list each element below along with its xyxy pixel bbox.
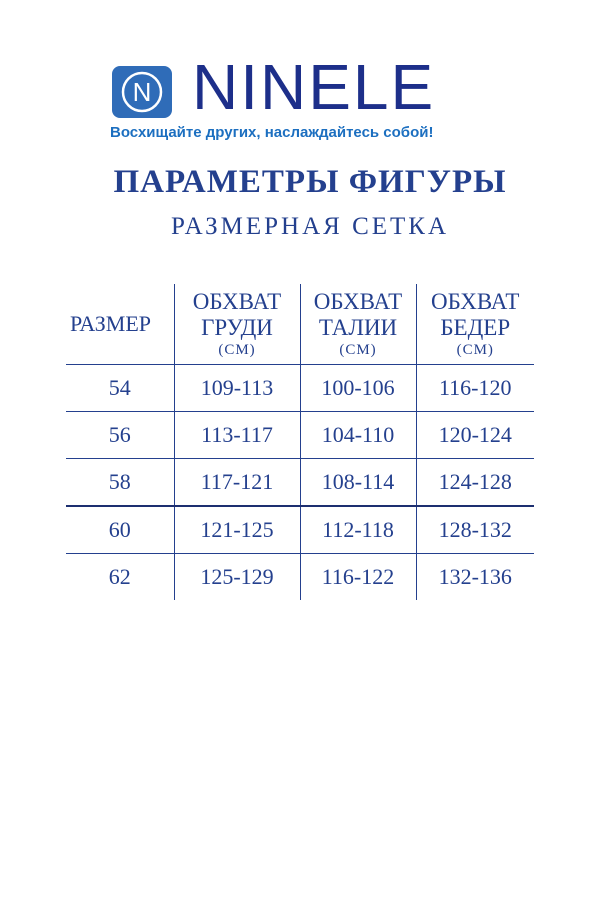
table-row (66, 554, 534, 601)
header-hip-unit: (СМ) (456, 342, 494, 358)
cell-hip: 116-120 (416, 365, 534, 412)
cell-bust: 125-129 (174, 554, 300, 601)
brand-name: NINELE (192, 51, 436, 123)
cell-bust: 113-117 (174, 412, 300, 459)
header-bust (174, 284, 300, 365)
size-chart-table (66, 284, 534, 600)
cell-hip: 132-136 (416, 554, 534, 601)
header-size: РАЗМЕР (70, 311, 152, 336)
table-row (66, 506, 534, 554)
header-hip-line2: БЕДЕР (440, 315, 511, 340)
page-title: ПАРАМЕТРЫ ФИГУРЫ (113, 164, 507, 200)
page-subtitle: РАЗМЕРНАЯ СЕТКА (170, 213, 450, 240)
header-hip-line1: ОБХВАТ (431, 289, 520, 314)
cell-size: 58 (108, 469, 131, 494)
header-hip (416, 284, 534, 365)
header-waist-unit: (СМ) (339, 342, 377, 358)
brand-logo (110, 51, 510, 148)
brand-mark-icon (112, 66, 172, 118)
cell-waist: 112-118 (300, 506, 416, 554)
cell-waist: 116-122 (300, 554, 416, 601)
header-bust-line1: ОБХВАТ (192, 289, 282, 314)
cell-waist: 100-106 (300, 365, 416, 412)
table-row (66, 459, 534, 507)
header-bust-line2: ГРУДИ (201, 315, 273, 340)
table-header-row (66, 284, 534, 365)
cell-waist: 104-110 (300, 412, 416, 459)
cell-size: 56 (108, 422, 131, 447)
table-row (66, 412, 534, 459)
cell-size: 62 (108, 564, 131, 589)
cell-hip: 124-128 (416, 459, 534, 507)
cell-bust: 121-125 (174, 506, 300, 554)
cell-size: 54 (108, 375, 131, 400)
brand-mark-letter: N (132, 77, 152, 107)
brand-tagline: Восхищайте других, наслаждайтесь собой! (110, 124, 434, 141)
cell-hip: 128-132 (416, 506, 534, 554)
cell-waist: 108-114 (300, 459, 416, 507)
cell-size: 60 (108, 517, 131, 542)
table-row (66, 365, 534, 412)
header-bust-unit: (СМ) (218, 342, 256, 358)
header-waist-line2: ТАЛИИ (318, 315, 398, 340)
cell-bust: 117-121 (174, 459, 300, 507)
header-waist (300, 284, 416, 365)
cell-hip: 120-124 (416, 412, 534, 459)
header-waist-line1: ОБХВАТ (313, 289, 403, 314)
cell-bust: 109-113 (174, 365, 300, 412)
